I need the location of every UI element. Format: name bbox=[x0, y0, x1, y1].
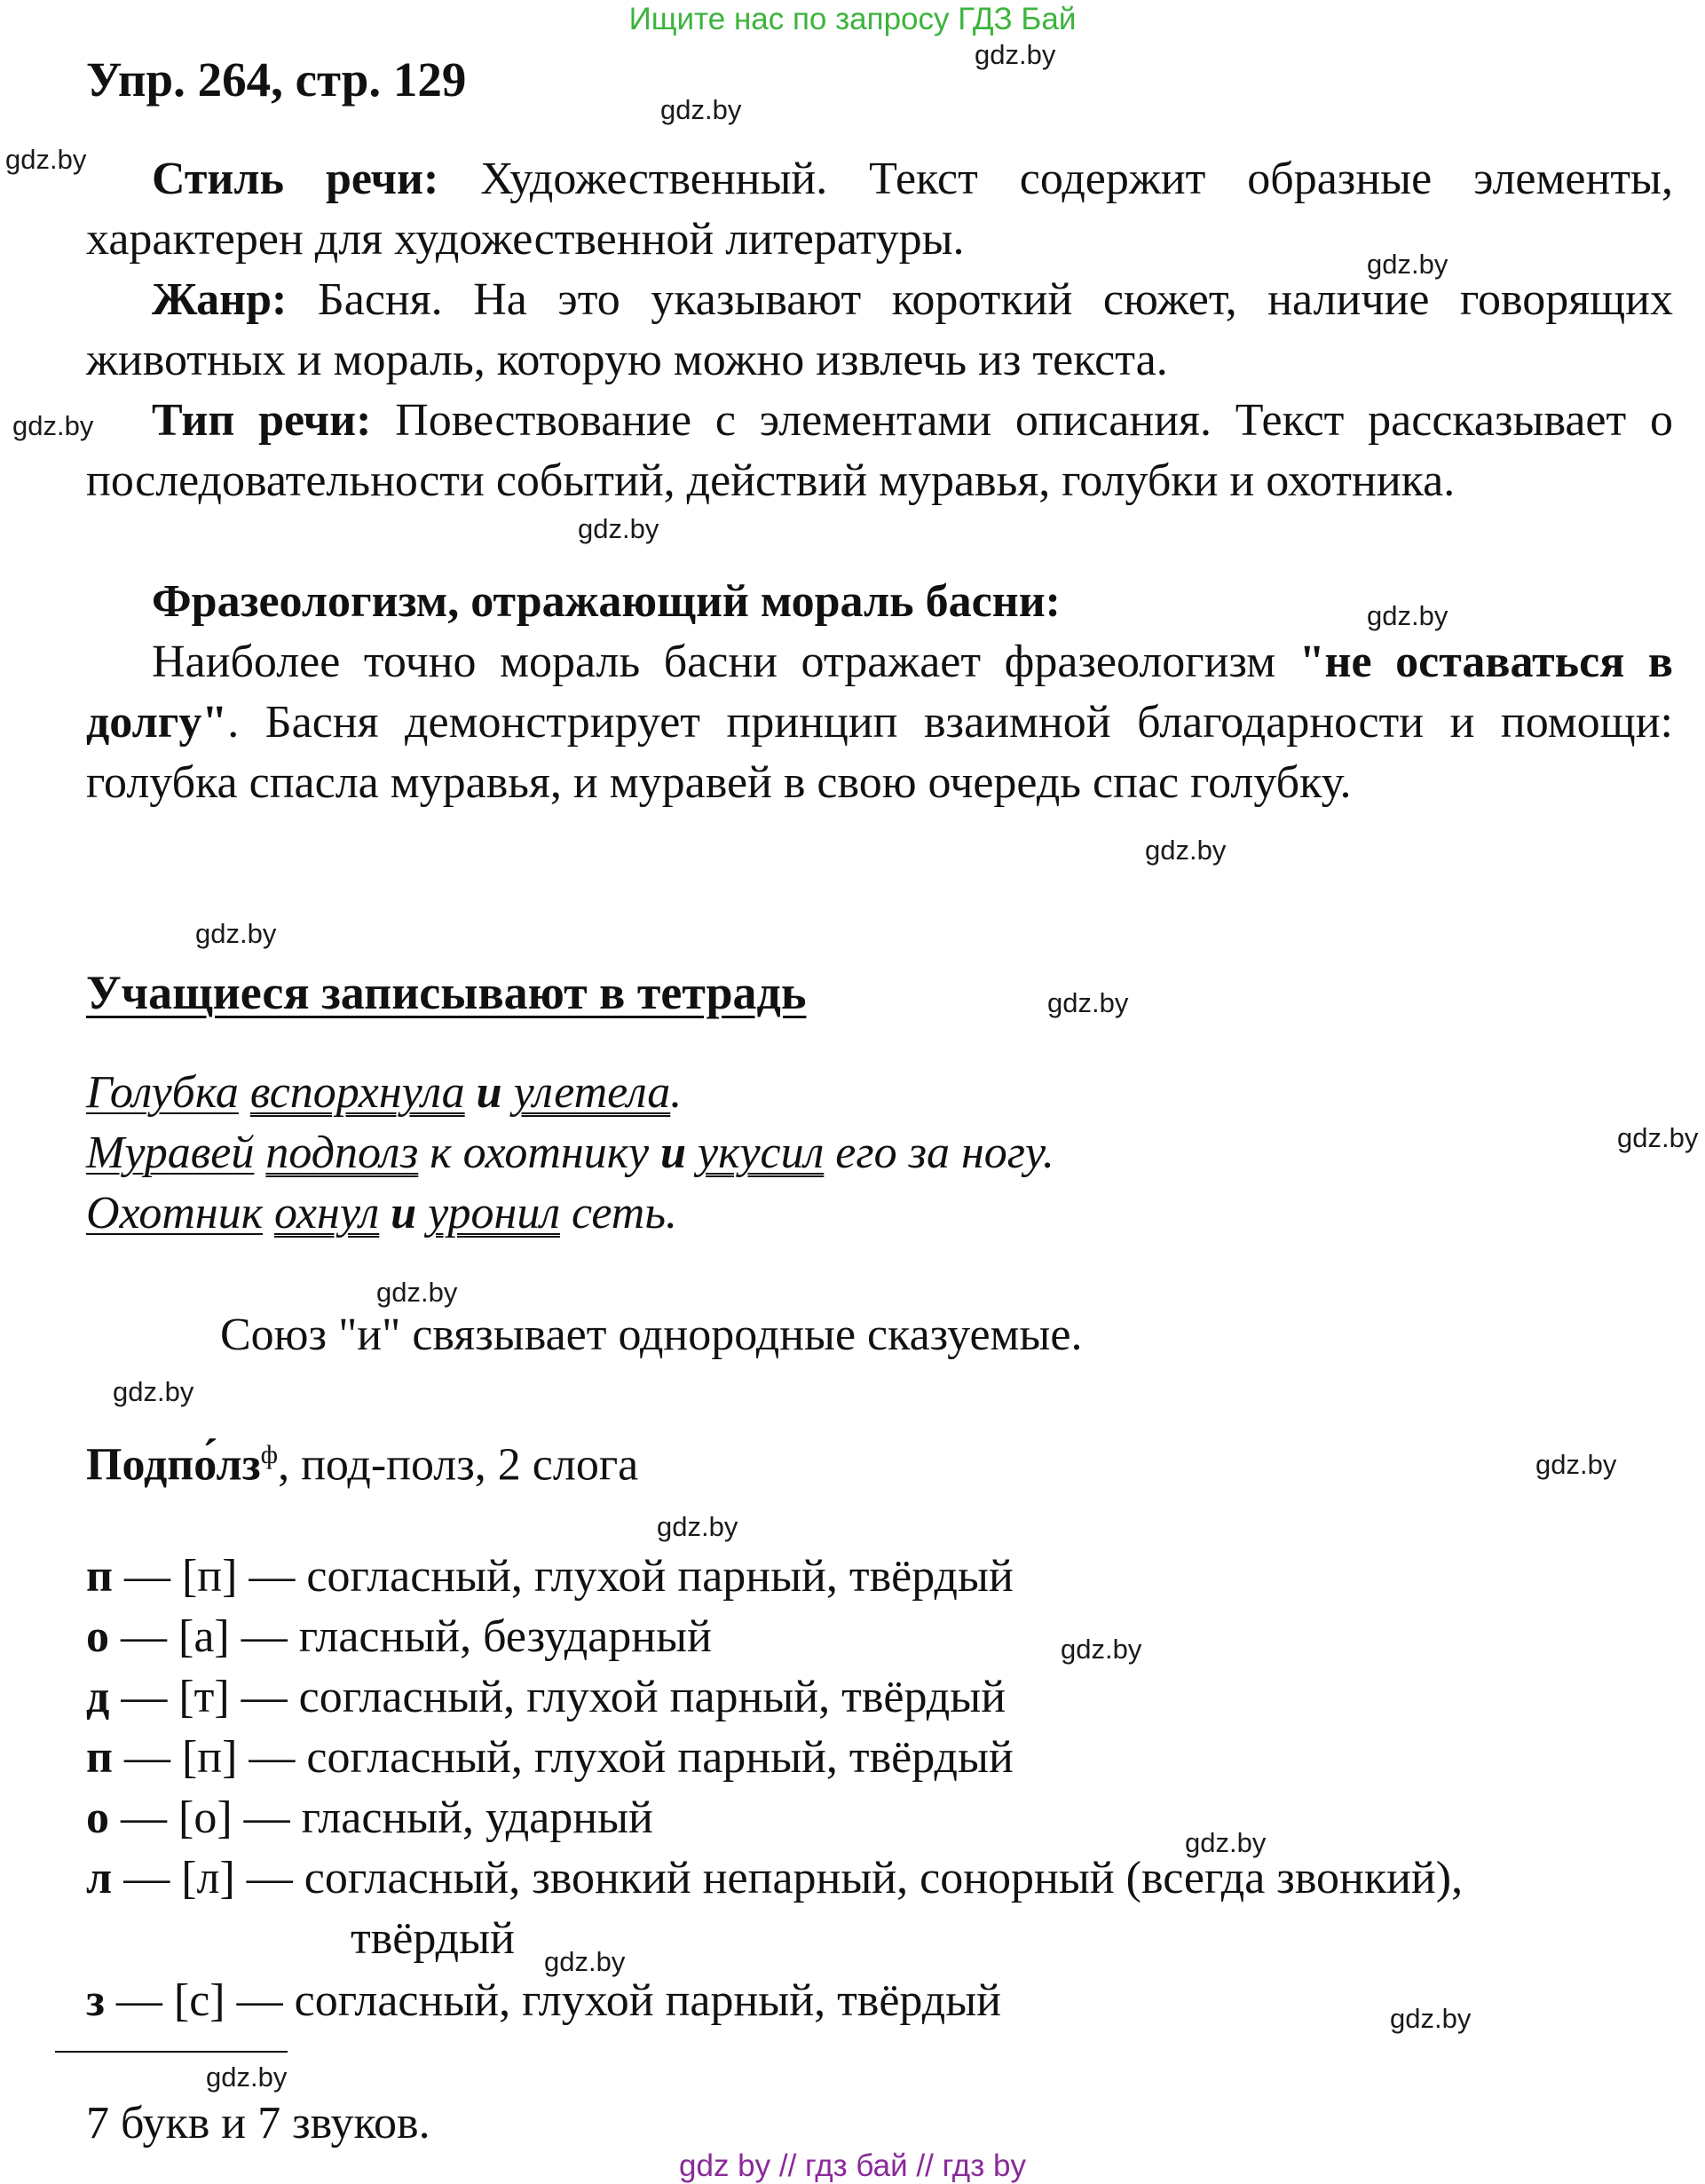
notebook-sentence: Голубка вспорхнула и улетела. bbox=[86, 1067, 683, 1118]
bottom-banner: gdz by // гдз бай // гдз by bbox=[679, 2148, 1026, 2183]
phraseologism-heading: Фразеологизм, отражающий мораль басни: bbox=[152, 576, 1061, 627]
speech-type-label: Тип речи: bbox=[152, 395, 372, 446]
watermark: gdz.by bbox=[1061, 1634, 1142, 1665]
style-text: Художественный. Текст содержит образные элементы, характерен для художественной литературы. bbox=[86, 154, 1673, 265]
watermark: gdz.by bbox=[206, 2061, 288, 2093]
phonetics-summary: 7 букв и 7 звуков. bbox=[86, 2098, 430, 2148]
phraseologism-text-before: Наиболее точно мораль басни отражает фразеологизм bbox=[152, 637, 1299, 687]
watermark: gdz.by bbox=[975, 39, 1056, 70]
genre-label: Жанр: bbox=[152, 274, 288, 325]
watermark: gdz.by bbox=[1390, 2003, 1472, 2034]
phonetic-row: п — [п] — согласный, глухой парный, твёрдый bbox=[86, 1551, 1014, 1602]
watermark: gdz.by bbox=[1535, 1449, 1617, 1480]
phraseologism-text-after: . Басня демонстрирует принцип взаимной благодарности и помощи: голубка спасла муравья, и муравей в свою очередь спас голубку. bbox=[86, 697, 1673, 808]
watermark: gdz.by bbox=[1047, 987, 1129, 1018]
phonetic-row: л — [л] — согласный, звонкий непарный, сонорный (всегда звонкий), bbox=[86, 1853, 1464, 1903]
page-title: Упр. 264, стр. 129 bbox=[86, 52, 467, 107]
notebook-heading: Учащиеся записывают в тетрадь bbox=[86, 966, 807, 1019]
notebook-note: Союз "и" связывает однородные сказуемые. bbox=[220, 1310, 1083, 1360]
watermark: gdz.by bbox=[1185, 1827, 1267, 1858]
genre-paragraph bbox=[86, 270, 1673, 391]
phonetics-word: Подполз$^ф$, под-полз, 2 слога bbox=[86, 1439, 639, 1491]
phraseologism-phrase: "не оставаться в долгу" bbox=[86, 637, 1673, 748]
watermark: gdz.by bbox=[113, 1376, 194, 1407]
watermark: gdz.by bbox=[660, 94, 742, 125]
phonetic-row: о — [а] — гласный, безударный bbox=[86, 1611, 712, 1662]
phonetic-row-continuation: твёрдый bbox=[351, 1913, 515, 1964]
watermark: gdz.by bbox=[1145, 835, 1227, 866]
watermark: gdz.by bbox=[578, 513, 659, 544]
speech-type-text: Повествование с элементами описания. Текст рассказывает о последовательности событий, действий муравья, голубки и охотника. bbox=[86, 395, 1673, 506]
watermark: gdz.by bbox=[1367, 600, 1448, 631]
phonetic-row: о — [о] — гласный, ударный bbox=[86, 1792, 653, 1843]
speech-type-paragraph bbox=[86, 391, 1673, 511]
watermark: gdz.by bbox=[657, 1511, 738, 1542]
notebook-sentence: Муравей подполз к охотнику и укусил его за ногу. bbox=[86, 1128, 1054, 1178]
phraseologism-paragraph bbox=[86, 632, 1673, 813]
watermark: gdz.by bbox=[195, 918, 277, 949]
top-banner: Ищите нас по запросу ГДЗ Бай bbox=[628, 2, 1077, 36]
watermark: gdz.by bbox=[12, 410, 94, 441]
notebook-sentence: Охотник охнул и уронил сеть. bbox=[86, 1188, 678, 1238]
phonetic-row: п — [п] — согласный, глухой парный, твёрдый bbox=[86, 1732, 1014, 1783]
watermark: gdz.by bbox=[544, 1946, 626, 1977]
footnote-mark: ф bbox=[260, 1440, 279, 1469]
phonetic-row: д — [т] — согласный, глухой парный, твёрдый bbox=[86, 1672, 1006, 1722]
phonetic-row: з — [с] — согласный, глухой парный, твёрдый bbox=[86, 1975, 1001, 2026]
watermark: gdz.by bbox=[1367, 249, 1448, 280]
watermark: gdz.by bbox=[1617, 1122, 1699, 1153]
style-label: Стиль речи: bbox=[152, 154, 439, 204]
genre-text: Басня. На это указывают короткий сюжет, наличие говорящих животных и мораль, которую можно извлечь из текста. bbox=[86, 274, 1673, 385]
footnote-divider bbox=[55, 2051, 288, 2053]
watermark: gdz.by bbox=[5, 144, 87, 175]
watermark: gdz.by bbox=[376, 1277, 458, 1308]
